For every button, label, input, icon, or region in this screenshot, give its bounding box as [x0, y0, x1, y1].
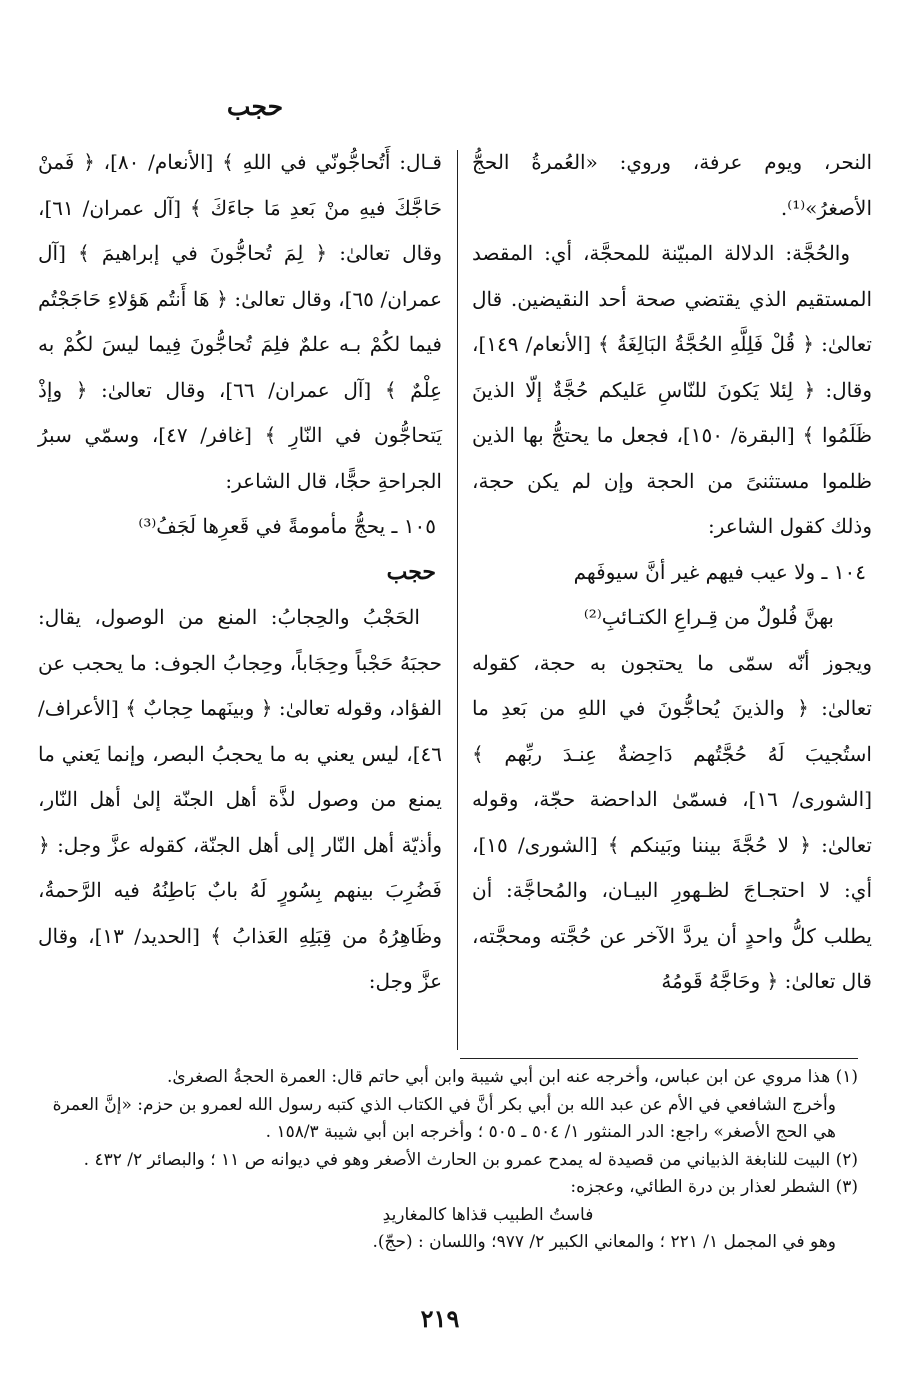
- poem-verse: ١٠٥ ـ يحجُّ مأمومةً في قَعرِها لَجَفُ⁽³⁾: [138, 514, 436, 538]
- running-head: حجب: [226, 92, 284, 121]
- paragraph: قـال: أَتُحاجُّونّي في اللهِ ﴾ [الأنعام/ ٨٠]، ﴿ فَمنْ حَاجَّكَ فيهِ منْ بَعدِ مَا جاءَكَ ﴾ [آل عمران/ ٦١]، وقال تعالىٰ: ﴿ لِمَ تُحاجُّونَ في إبراهيمَ ﴾ [آل عمران/ ٦٥]، وقال تعالىٰ: ﴿ هَا أَنتُم هَؤلاءِ حَاجَجْتُم فيما لكُمْ بـه علمٌ فلِمَ تُحاجُّونَ فِيما ليسَ لكُمْ به عِلْمٌ ﴾ [آل عمران/ ٦٦]، وقال تعالىٰ: ﴿ وإذْ يَتحاجُّون في النّارِ ﴾ [غافر/ ٤٧]، وسمّي سبرُ الجراحةِ حجًّا، قال الشاعر:: [38, 150, 443, 493]
- footnote-3-verse: فاستُ الطبيب قذاها كالمغاريدِ: [382, 1204, 594, 1225]
- poem-verse-first-hemistich: ١٠٤ ـ ولا عيب فيهم غير أنَّ سيوفَهم: [573, 559, 866, 584]
- footnote-3: (٣) الشطر لعذار بن درة الطائي، وعجزه:: [570, 1177, 858, 1197]
- right-column: [472, 140, 872, 1005]
- page-number: ٢١٩: [420, 1304, 460, 1333]
- column-divider: [457, 150, 458, 1050]
- paragraph: ويجوز أنّه سمّى ما يحتجون به حجة، كقوله تعالىٰ: ﴿ والذينَ يُحاجُّونَ في اللهِ من بَعدِ ما استُجيبَ لَهُ حُجَّتُهم دَاحِضةٌ عِنـدَ ربِّهم ﴾ [الشورى/ ١٦]، فسمّىٰ الداحضة حجّة، وقوله تعالىٰ: ﴿ لا حُجَّةَ بيننا وبَينكم ﴾ [الشورى/ ١٥]، أي: لا احتجـاجَ لظـهورِ البيـان، والمُحاجَّة: أن يطلب كلُّ واحدٍ أن يردَّ الآخر عن حُجَّته ومحجَّته، قال تعالىٰ: ﴿ وحَاجَّهُ قَومُهُ: [472, 650, 872, 993]
- poem-verse-second-hemistich: بهنَّ فُلولٌ من قِـراعِ الكتـائبِ⁽²⁾: [583, 605, 834, 629]
- left-column: [38, 140, 442, 1005]
- paragraph: الحَجْبُ والحِجابُ: المنع من الوصول، يقال: حجبَهُ حَجْباً وحِجَاباً، وحِجابُ الجوف: ما يحجب عن الفؤاد، وقوله تعالىٰ: ﴿ وبينَهما حِجابٌ ﴾ [الأعراف/ ٤٦]، ليس يعني به ما يحجبُ البصر، وإنما يَعني ما يمنع من وصول لذَّة أهل الجنّة إلىٰ أهل النّار، وأذيّة أهل النّار إلى أهل الجنّة، كقوله عزَّ وجل: ﴿ فَضُرِبَ بينهم بِسُورٍ لَهُ بابٌ بَاطِنُهُ فيه الرَّحمةُ، وظَاهِرُهُ من قِبَلِهِ العَذابُ ﴾ [الحديد/ ١٣]، وقال عزَّ وجل:: [38, 605, 442, 993]
- footnote-2: (٢) البيت للنابغة الذبياني من قصيدة له يمدح عمرو بن الحارث الأصغر وهو في ديوانه ص ١١ ؛ والبصائر ٢/ ٤٣٢ .: [83, 1149, 858, 1170]
- footnotes: [38, 1064, 858, 1257]
- footnote-1: (١) هذا مروي عن ابن عباس، وأخرجه عنه ابن أبي شيبة وابن أبي حاتم قال: العمرة الحجةُ الصغرىٰ.: [167, 1067, 858, 1087]
- footnote-3-continuation: وهو في المجمل ١/ ٢٢١ ؛ والمعاني الكبير ٢/ ٩٧٧؛ واللسان : (حجّ).: [372, 1232, 836, 1252]
- paragraph: والحُجَّة: الدلالة المبيّنة للمحجَّة، أي: المقصد المستقيم الذي يقتضي صحة أحد النقيضين. قال تعالىٰ: ﴿ قُلْ فَلِلَّهِ الحُجَّةُ البَالِغَةُ ﴾ [الأنعام/ ١٤٩]، وقال: ﴿ لِئلا يَكونَ للنّاسِ عَليكم حُجَّةٌ إلّا الذينَ ظَلَمُوا ﴾ [البقرة/ ١٥٠]، فجعل ما يحتجُّ بها الذين ظلموا مستثنىً من الحجة وإن لم يكن حجة، وذلك كقول الشاعر:: [472, 241, 873, 538]
- paragraph: النحر، ويوم عرفة، وروي: «العُمرةُ الحجُّ الأصغرُ»⁽¹⁾.: [472, 150, 872, 220]
- footnote-1-continuation: وأخرج الشافعي في الأم عن عبد الله بن أبي بكر أنَّ في الكتاب الذي كتبه رسول الله لعمرو بن حزم: «إنَّ العمرة هي الحج الأصغر» راجع: الدر المنثور ١/ ٥٠٤ ـ ٥٠٥ ؛ وأخرجه ابن أبي شيبة ١٥٨/٣ .: [52, 1094, 836, 1142]
- entry-heading: حجب: [386, 558, 436, 585]
- footnote-divider: [460, 1058, 858, 1059]
